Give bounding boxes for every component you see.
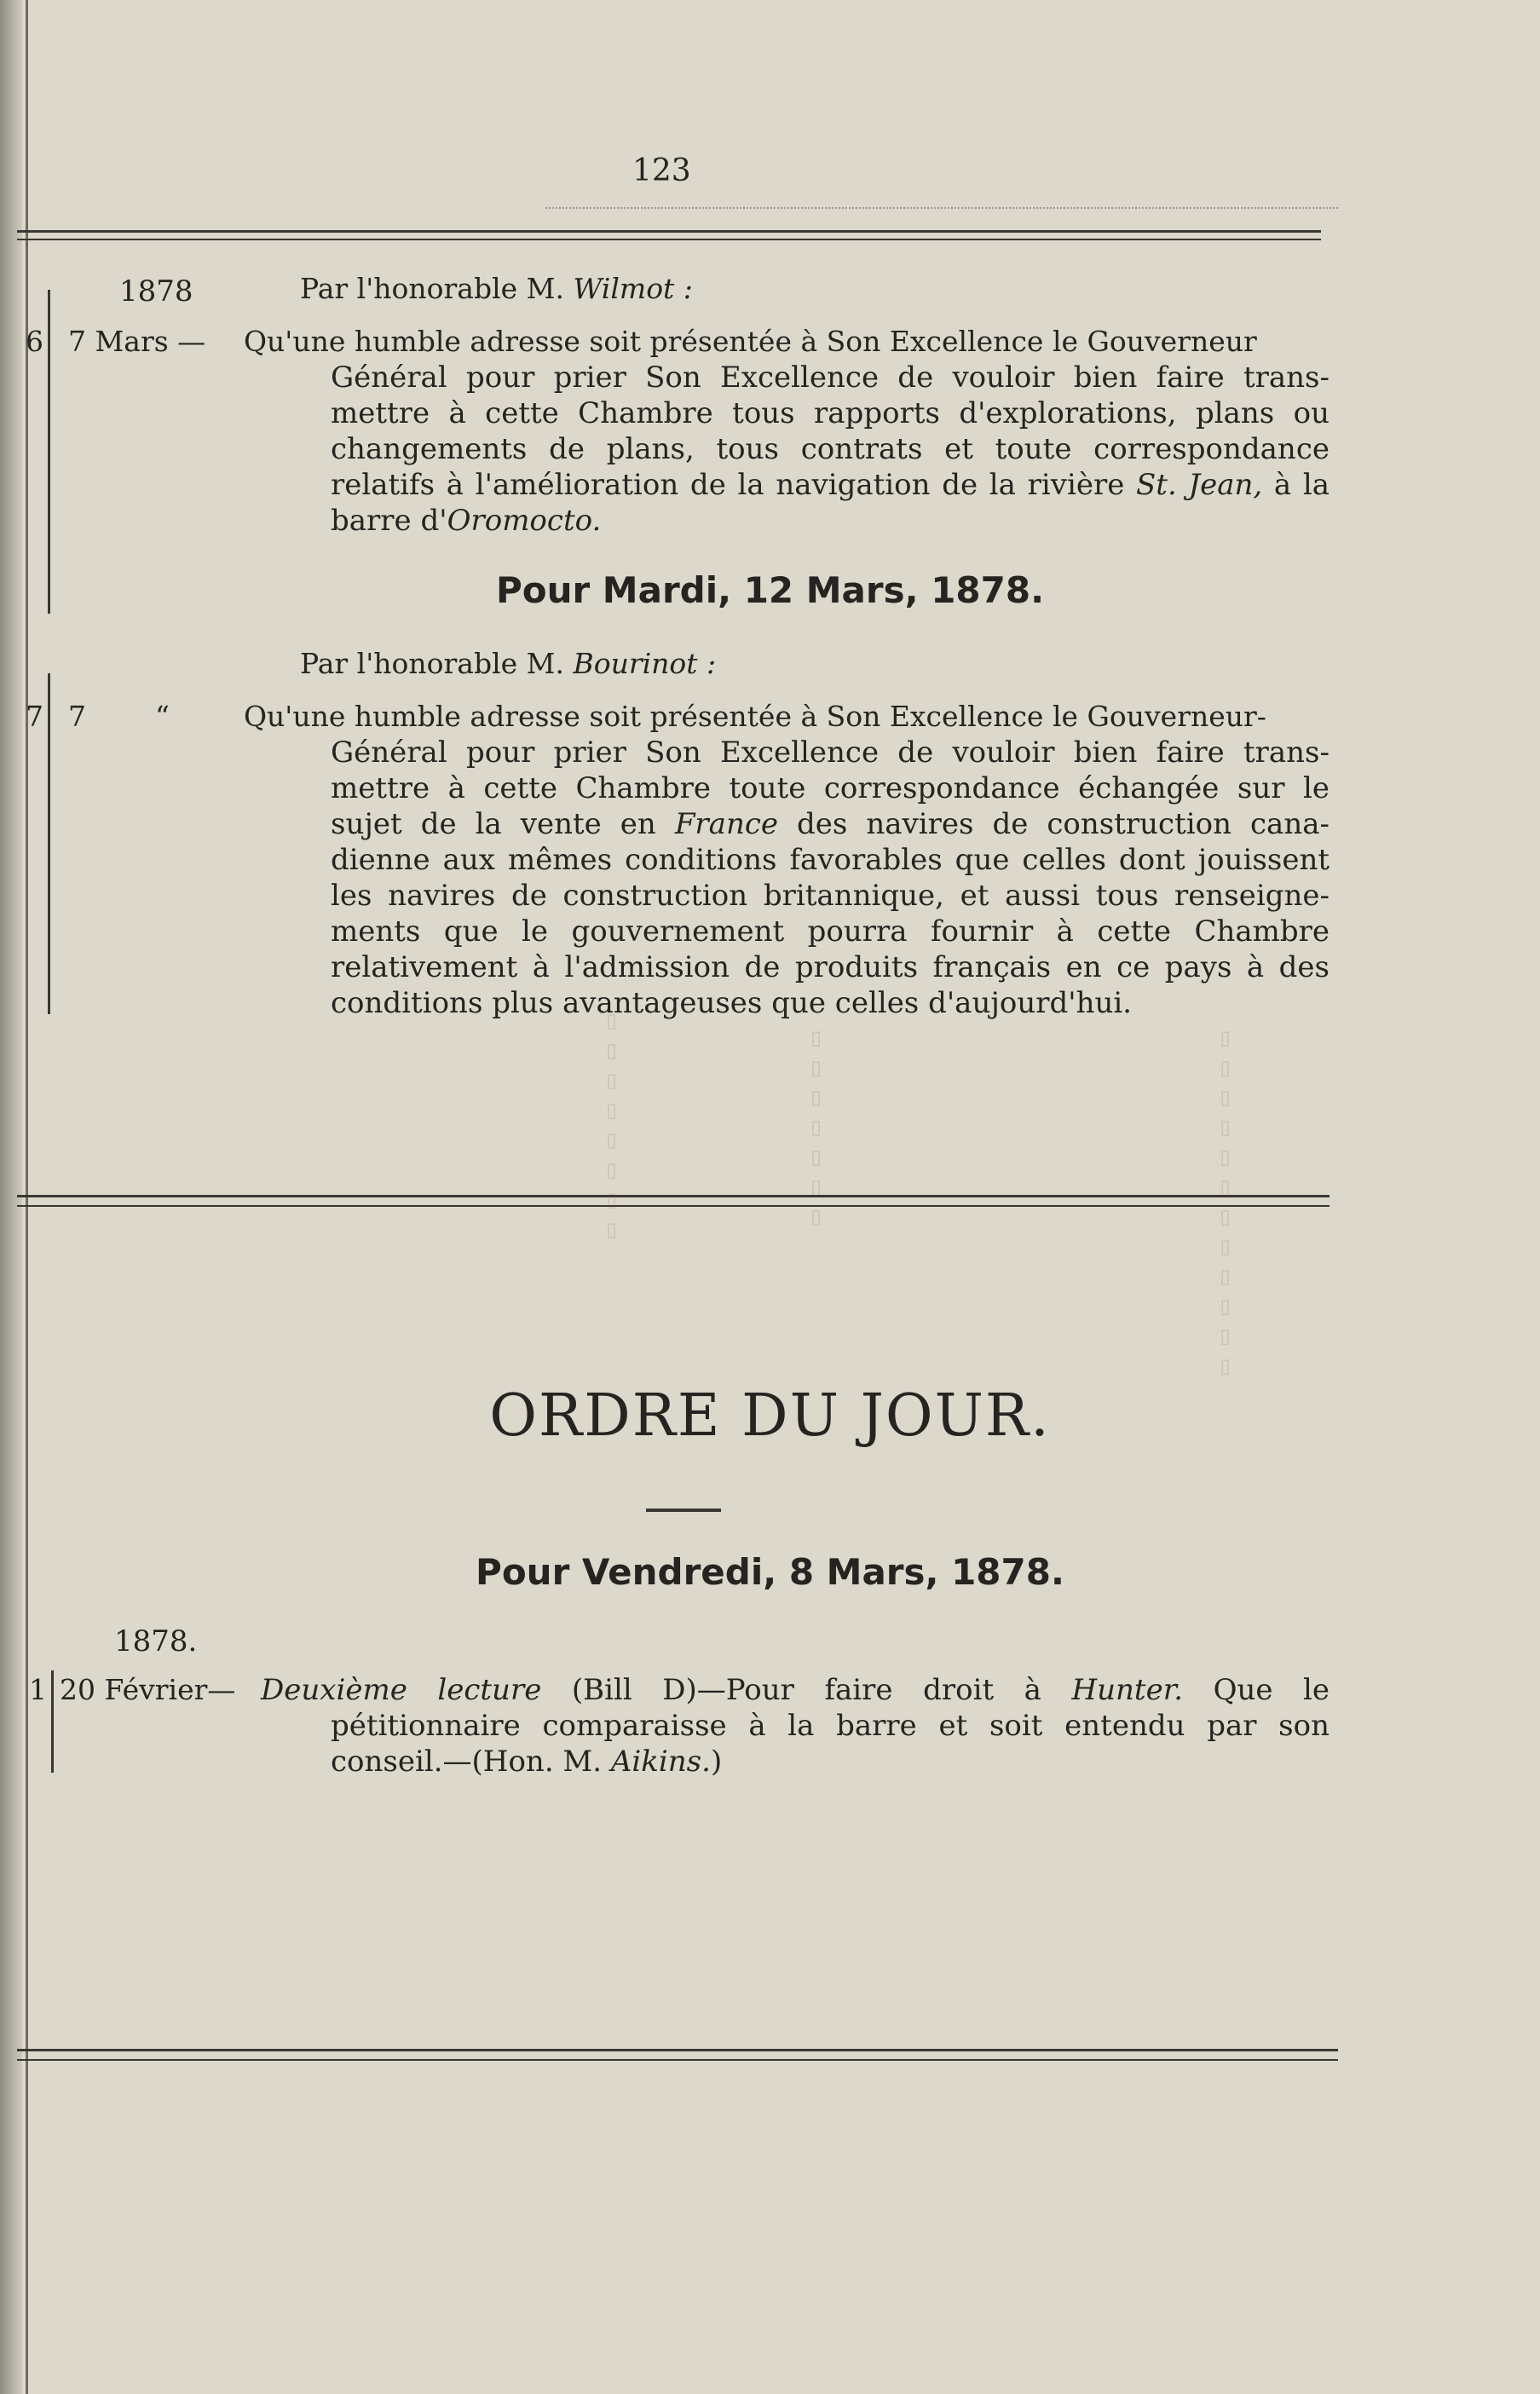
section-heading: Pour Mardi, 12 Mars, 1878. <box>495 569 1045 611</box>
top-rule <box>17 230 1321 233</box>
motion-line: pétitionnaire comparaisse à la barre et soit entendu par son <box>331 1709 1329 1743</box>
year-label: 1878. <box>114 1624 198 1658</box>
bleed-through: ▯▯▯▯▯▯▯▯▯▯▯▯ <box>1210 1023 1240 1381</box>
section-heading: Pour Vendredi, 8 Mars, 1878. <box>476 1551 1064 1593</box>
ditto-mark: “ <box>155 700 170 733</box>
motion-line: ments que le gouvernement pourra fournir à cette Chambre <box>331 914 1329 949</box>
motion-line: Qu'une humble adresse soit présentée à Son Excellence le Gouverneur <box>244 325 1257 358</box>
motion-line: dienne aux mêmes conditions favorables que celles dont jouissent <box>331 843 1329 877</box>
motion-line: conseil.—(Hon. M. Aikins.) <box>331 1745 723 1779</box>
motion-date: 20 Février— <box>60 1673 236 1706</box>
motion-intro: Par l'honorable M. Bourinot : <box>300 647 717 680</box>
bleed-through: ▯▯▯▯▯▯▯▯ <box>597 1006 626 1244</box>
motion-line: sujet de la vente en France des navires de construction cana- <box>331 807 1329 841</box>
title-rule <box>646 1509 721 1512</box>
motion-line: Deuxième lecture (Bill D)—Pour faire droit à Hunter. Que le <box>261 1673 1329 1707</box>
top-dotted-rule <box>545 207 1338 209</box>
motion-body <box>331 735 1329 1021</box>
margin-number: 1 <box>29 1673 47 1706</box>
motion-line: relativement à l'admission de produits français en ce pays à des <box>331 950 1329 984</box>
middle-rule <box>17 1195 1329 1197</box>
margin-bar <box>51 1670 54 1773</box>
bottom-rule <box>17 2049 1338 2051</box>
motion-line: les navires de construction britannique, et aussi tous renseigne- <box>331 879 1329 913</box>
top-rule-second <box>17 239 1321 240</box>
bottom-rule-second <box>17 2059 1338 2061</box>
margin-bar <box>48 673 50 1014</box>
page-number: 123 <box>632 153 691 188</box>
motion-intro: Par l'honorable M. Wilmot : <box>300 272 693 305</box>
bleed-through: ▯▯▯▯▯▯▯ <box>801 1023 831 1232</box>
middle-rule-second <box>17 1205 1329 1207</box>
motion-line: Général pour prier Son Excellence de vouloir bien faire trans- <box>331 361 1329 395</box>
year-label: 1878 <box>119 274 193 309</box>
motion-line: changements de plans, tous contrats et toute correspondance <box>331 432 1329 466</box>
motion-line: barre d'Oromocto. <box>331 504 602 538</box>
motion-body <box>331 360 1329 539</box>
motion-line: mettre à cette Chambre toute correspondance échangée sur le <box>331 771 1329 805</box>
page-title: ORDRE DU JOUR. <box>489 1382 1051 1450</box>
margin-number: 7 <box>26 700 43 733</box>
motion-date: 7 Mars — <box>68 325 206 358</box>
motion-line: mettre à cette Chambre tous rapports d'explorations, plans ou <box>331 396 1329 430</box>
motion-date: 7 <box>68 700 86 733</box>
motion-body <box>261 1672 1329 1708</box>
motion-body <box>331 1708 1329 1780</box>
margin-number: 6 <box>26 325 43 358</box>
motion-line: Qu'une humble adresse soit présentée à Son Excellence le Gouverneur- <box>244 700 1266 733</box>
motion-line: conditions plus avantageuses que celles d'aujourd'hui. <box>331 986 1133 1020</box>
motion-line: Général pour prier Son Excellence de vouloir bien faire trans- <box>331 736 1329 770</box>
motion-line: relatifs à l'amélioration de la navigation de la rivière St. Jean, à la <box>331 468 1329 502</box>
margin-bar <box>48 290 50 614</box>
